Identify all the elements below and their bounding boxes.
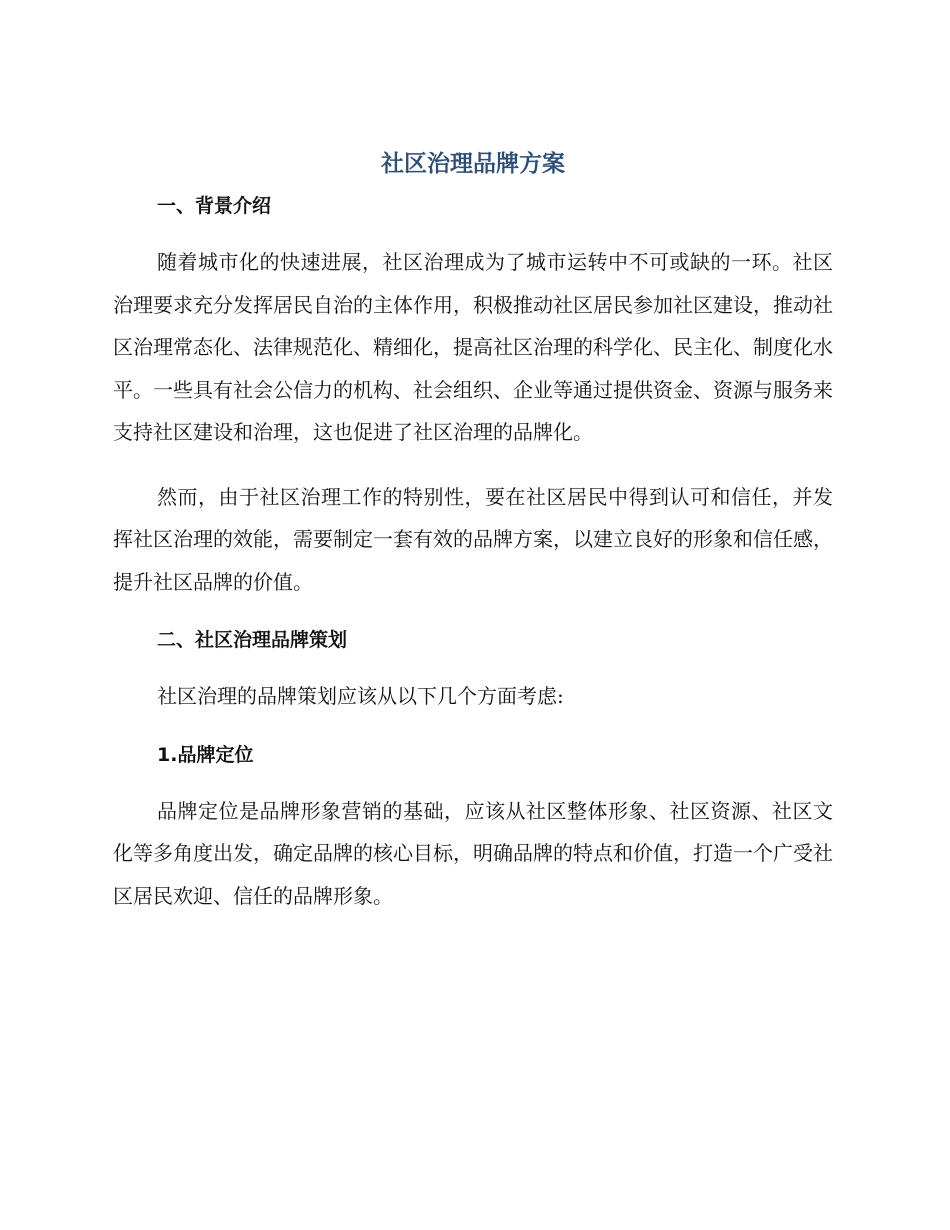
section-heading-background: 一、背景介绍 [157,195,272,217]
brand-positioning-paragraph: 品牌定位是品牌形象营销的基础，应该从社区整体形象、社区资源、社区文化等多角度出发，确定品牌的核心目标，明确品牌的特点和价值，打造一个广受社区居民欢迎、信任的品牌形象。 [113,798,833,908]
section-heading-brand-planning: 二、社区治理品牌策划 [157,629,348,651]
document-content [113,145,833,939]
brand-planning-intro: 社区治理的品牌策划应该从以下几个方面考虑: [157,684,564,708]
background-paragraph-1: 随着城市化的快速进展，社区治理成为了城市运转中不可或缺的一环。社区治理要求充分发挥居民自治的主体作用，积极推动社区居民参加社区建设，推动社区治理常态化、法律规范化、精细化，提高社区治理的科学化、民主化、制度化水平。一些具有社会公信力的机构、社会组织、企业等通过提供资金、资源与服务来支持社区建设和治理，这也促进了社区治理的品牌化。 [113,250,833,444]
document-title: 社区治理品牌方案 [381,151,565,177]
background-paragraph-2: 然而，由于社区治理工作的特别性，要在社区居民中得到认可和信任，并发挥社区治理的效能，需要制定一套有效的品牌方案，以建立良好的形象和信任感，提升社区品牌的价值。 [113,484,833,594]
subsection-heading-brand-positioning: 1.品牌定位 [157,743,254,766]
